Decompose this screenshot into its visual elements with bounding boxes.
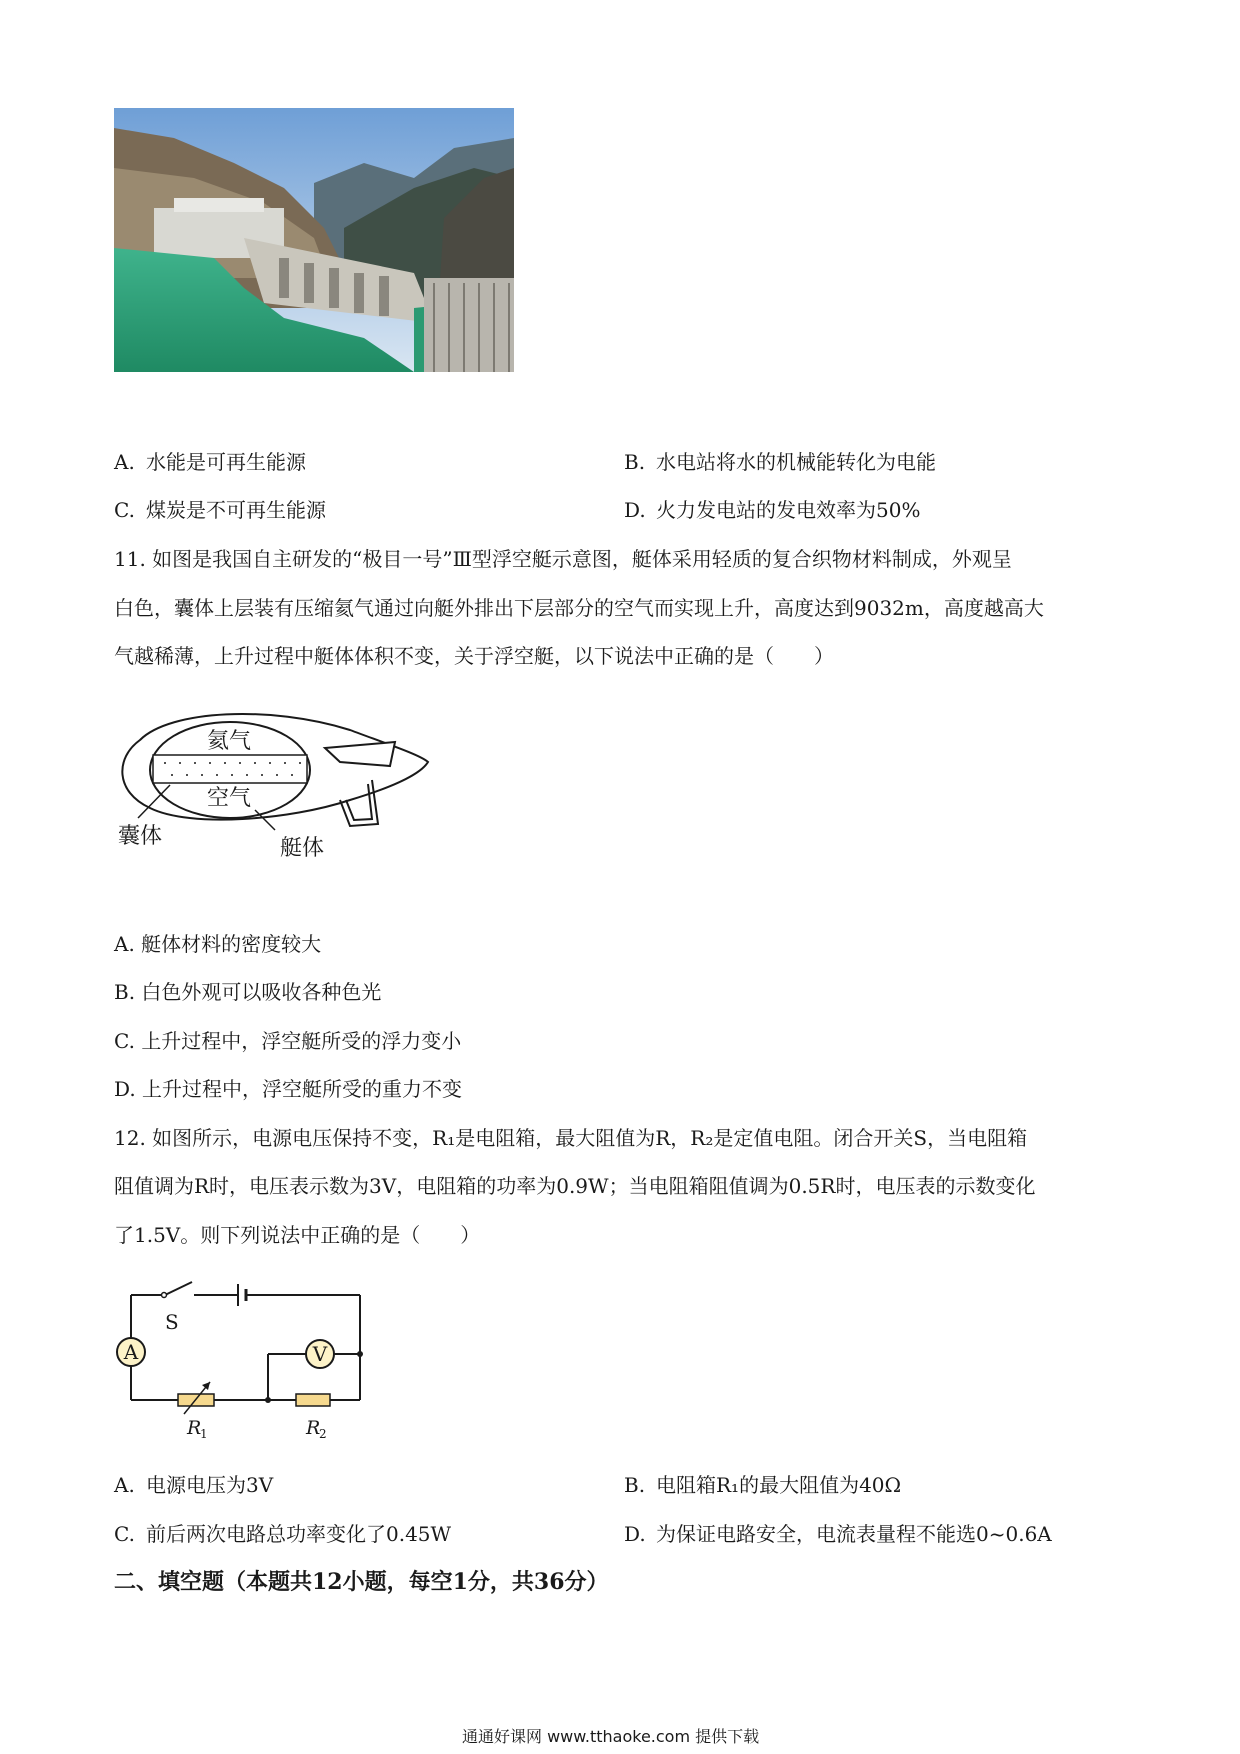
- q12-option-b: [624, 1471, 901, 1499]
- q10-option-c: [114, 496, 326, 524]
- switch-blade: [165, 1282, 192, 1295]
- option-label: B.: [624, 450, 646, 474]
- q12-option-c: [114, 1520, 451, 1548]
- option-text: 前后两次电路总功率变化了0.45W: [146, 1522, 452, 1546]
- option-text: 煤炭是不可再生能源: [146, 498, 326, 522]
- hull-label: 艇体: [280, 836, 325, 860]
- option-label: C.: [114, 1522, 135, 1546]
- option-text: 水电站将水的机械能转化为电能: [656, 450, 936, 474]
- option-label: A.: [114, 450, 135, 474]
- r1-subscript: 1: [200, 1427, 208, 1441]
- option-text: 上升过程中，浮空艇所受的浮力变小: [141, 1029, 462, 1053]
- option-label: A.: [114, 932, 135, 956]
- option-text: 艇体材料的密度较大: [141, 932, 322, 956]
- hydropower-dam-photo: [114, 108, 514, 372]
- section-heading: 二、填空题（本题共12小题，每空1分，共36分）: [114, 1569, 609, 1595]
- option-label: B.: [114, 980, 136, 1004]
- option-text: 为保证电路安全，电流表量程不能选0~0.6A: [656, 1522, 1052, 1546]
- switch-label: S: [165, 1310, 179, 1334]
- q11-option-d: [114, 1075, 462, 1103]
- option-label: D.: [624, 1522, 646, 1546]
- q11-option-b: [114, 978, 381, 1006]
- option-text: 上升过程中，浮空艇所受的重力不变: [142, 1077, 463, 1101]
- bag-label: 囊体: [118, 824, 163, 849]
- q12-stem-line-1: 12. 如图所示，电源电压保持不变，R₁是电阻箱，最大阻值为R，R₂是定值电阻。闭合开关S，当电阻箱: [114, 1126, 1028, 1150]
- r2-subscript: 2: [319, 1427, 327, 1441]
- voltmeter-label: V: [312, 1342, 328, 1366]
- option-text: 电源电压为3V: [146, 1473, 274, 1497]
- tail-fin: [325, 742, 395, 766]
- q11-stem-line-2: 白色，囊体上层装有压缩氦气通过向艇外排出下层部分的空气而实现上升，高度达到9032m，高度越高大: [114, 596, 1044, 620]
- r1-label: R: [187, 1417, 202, 1439]
- circuit-diagram: [110, 1270, 380, 1445]
- fixed-resistor-r2: [296, 1394, 330, 1406]
- q10-option-b: [624, 448, 936, 476]
- ammeter-label: A: [123, 1340, 139, 1364]
- option-label: C.: [114, 498, 135, 522]
- option-label: C.: [114, 1029, 135, 1053]
- q12-option-a: [114, 1471, 273, 1499]
- q10-option-d: [624, 496, 920, 524]
- q12-stem-line-2: 阻值调为R时，电压表示数为3V，电阻箱的功率为0.9W；当电阻箱阻值调为0.5R时，电压表的示数变化: [114, 1174, 1036, 1198]
- q10-option-a: [114, 448, 306, 476]
- air-label: 空气: [207, 786, 252, 811]
- r2-label: R: [306, 1417, 321, 1439]
- option-text: 白色外观可以吸收各种色光: [141, 980, 382, 1004]
- q11-stem-line-3: 气越稀薄，上升过程中艇体体积不变，关于浮空艇，以下说法中正确的是（ ）: [114, 644, 834, 668]
- footer-text: 通通好课网 www.tthaoke.com 提供下载: [462, 1727, 760, 1746]
- q11-option-a: [114, 930, 321, 958]
- option-label: A.: [114, 1473, 135, 1497]
- q12-stem-line-3: 了1.5V。则下列说法中正确的是（ ）: [114, 1223, 481, 1247]
- option-text: 电阻箱R₁的最大阻值为40Ω: [656, 1473, 902, 1497]
- option-text: 火力发电站的发电效率为50%: [656, 498, 921, 522]
- helium-label: 氦气: [207, 729, 252, 754]
- option-label: D.: [624, 498, 646, 522]
- option-text: 水能是可再生能源: [146, 450, 306, 474]
- option-label: D.: [114, 1077, 136, 1101]
- q11-option-c: [114, 1027, 461, 1055]
- q11-stem-line-1: 11. 如图是我国自主研发的“极目一号”Ⅲ型浮空艇示意图，艇体采用轻质的复合织物材料制成，外观呈: [114, 547, 1012, 571]
- option-label: B.: [624, 1473, 646, 1497]
- q12-option-d: [624, 1520, 1052, 1548]
- airship-diagram: [110, 700, 440, 860]
